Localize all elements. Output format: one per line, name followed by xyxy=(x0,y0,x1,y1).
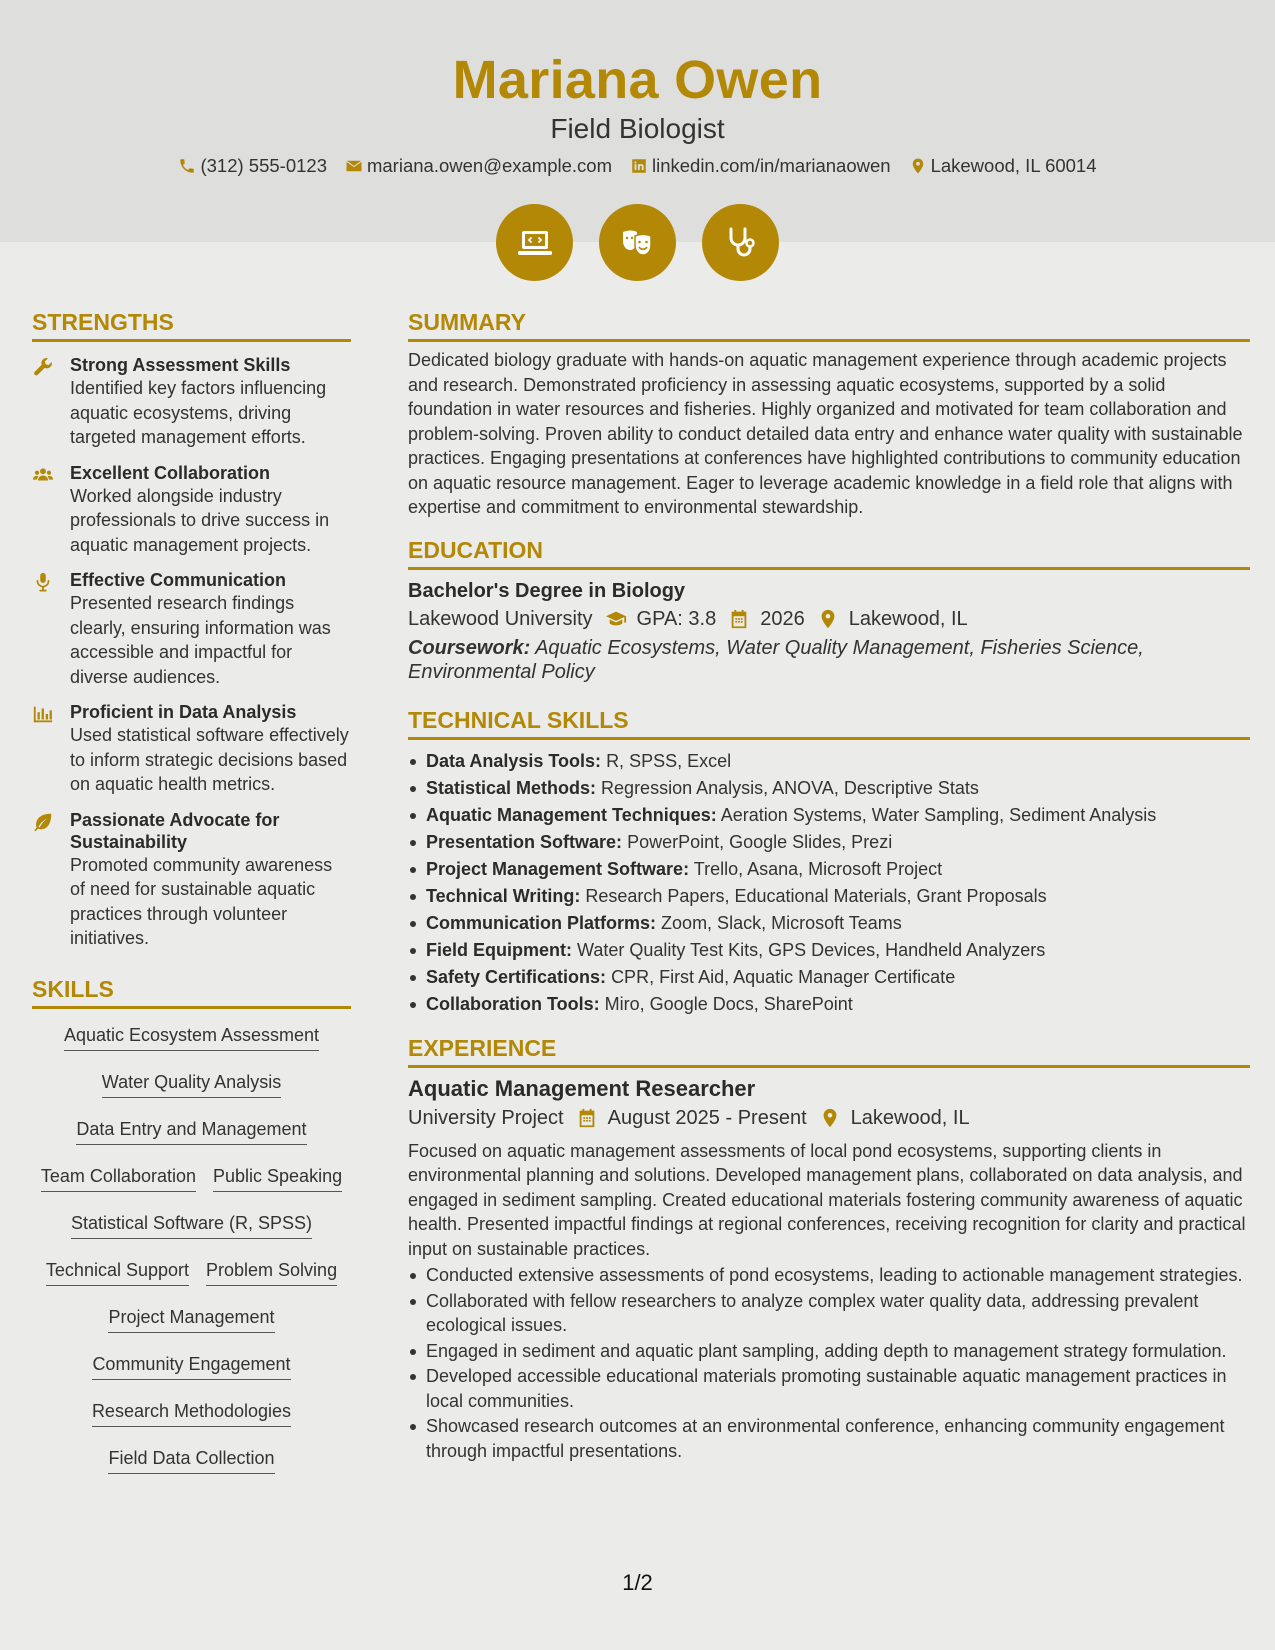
contact-email-text[interactable]: mariana.owen@example.com xyxy=(366,155,612,176)
contact-bar xyxy=(0,154,1275,178)
wrench-icon xyxy=(32,356,54,378)
list-item xyxy=(408,883,1250,910)
contact-phone-text: (312) 555-0123 xyxy=(200,155,327,176)
list-item xyxy=(408,856,1250,883)
tech-value: Aeration Systems, Water Sampling, Sediment Analysis xyxy=(720,804,1157,825)
technical-skills-list xyxy=(408,748,1250,1018)
school-location: Lakewood, IL xyxy=(848,607,968,630)
list-item xyxy=(408,964,1250,991)
tech-value: Trello, Asana, Microsoft Project xyxy=(693,858,943,879)
tech-label: Statistical Methods: xyxy=(426,777,597,798)
education-heading: EDUCATION xyxy=(408,536,1250,570)
badge-stethoscope xyxy=(702,204,779,281)
tech-value: CPR, First Aid, Aquatic Manager Certificate xyxy=(611,966,956,987)
skill-tag: Water Quality Analysis xyxy=(102,1068,281,1098)
strength-title: Passionate Advocate for Sustainability xyxy=(70,809,280,852)
candidate-name: Mariana Owen xyxy=(452,50,823,110)
skill-tag: Public Speaking xyxy=(213,1162,342,1192)
tech-label: Presentation Software: xyxy=(426,831,623,852)
education-meta xyxy=(408,604,1250,634)
list-item xyxy=(408,910,1250,937)
strength-item xyxy=(32,354,351,450)
tech-label: Communication Platforms: xyxy=(426,912,657,933)
strength-desc: Worked alongside industry professionals to drive success in aquatic management projects. xyxy=(70,485,330,555)
badge-theater-masks xyxy=(599,204,676,281)
tech-value: Miro, Google Docs, SharePoint xyxy=(604,993,853,1014)
skill-tag: Data Entry and Management xyxy=(76,1115,306,1145)
summary-text: Dedicated biology graduate with hands-on aquatic management experience through academic projects and research. Demonstrated proficiency in assessing aquatic ecosystems, supported by a solid foundation in water resources and fisheries. Highly organized and motivated for team collaboration and problem-solving. Proven ability to conduct detailed data entry and enhance water quality with sustainable practices. Engaging presentations at conferences have highlighted contributions to community education on aquatic resource management. Eager to leverage academic knowledge in a field role that aligns with expertise and commitment to environmental stewardship. xyxy=(408,350,1243,517)
experience-location: Lakewood, IL xyxy=(850,1106,970,1129)
users-icon xyxy=(32,464,54,486)
graduation-year: 2026 xyxy=(760,607,805,630)
experience-meta xyxy=(408,1103,1250,1133)
list-item: Collaborated with fellow researchers to analyze complex water quality data, addressing prevalent ecological issues. xyxy=(408,1289,1250,1338)
strength-desc: Identified key factors influencing aquatic ecosystems, driving targeted management efforts. xyxy=(70,378,327,447)
experience-bullets xyxy=(408,1263,1250,1463)
page-number: 1/2 xyxy=(622,1570,653,1595)
role-title: Aquatic Management Researcher xyxy=(408,1075,756,1101)
tech-label: Data Analysis Tools: xyxy=(426,750,602,771)
list-item xyxy=(408,748,1250,775)
list-item: Developed accessible educational materials promoting sustainable aquatic management practices in local communities. xyxy=(408,1364,1250,1413)
chart-bar-icon xyxy=(32,703,54,725)
left-column xyxy=(32,308,351,1491)
strength-title: Effective Communication xyxy=(70,570,287,590)
skill-tag: Problem Solving xyxy=(206,1256,337,1286)
contact-linkedin[interactable] xyxy=(630,154,891,178)
school-name: Lakewood University xyxy=(408,607,593,630)
skills-heading: SKILLS xyxy=(32,975,351,1009)
list-item xyxy=(408,937,1250,964)
tech-label: Technical Writing: xyxy=(426,885,581,906)
envelope-icon xyxy=(345,157,363,175)
tech-value: Regression Analysis, ANOVA, Descriptive Stats xyxy=(601,777,979,798)
tech-value: Research Papers, Educational Materials, Grant Proposals xyxy=(585,885,1047,906)
contact-location-text: Lakewood, IL 60014 xyxy=(930,155,1097,176)
graduation-cap-icon xyxy=(605,608,627,630)
tech-value: R, SPSS, Excel xyxy=(606,750,732,771)
tech-value: PowerPoint, Google Slides, Prezi xyxy=(627,831,893,852)
skill-tag: Field Data Collection xyxy=(108,1444,274,1474)
theater-masks-icon xyxy=(618,223,658,263)
strength-title: Strong Assessment Skills xyxy=(70,355,291,375)
list-item xyxy=(408,991,1250,1018)
summary-heading: SUMMARY xyxy=(408,308,1250,342)
calendar-icon xyxy=(576,1107,598,1129)
coursework xyxy=(408,636,1250,684)
strength-title: Proficient in Data Analysis xyxy=(70,702,297,722)
list-item: Engaged in sediment and aquatic plant sampling, adding depth to management strategy formulation. xyxy=(408,1339,1250,1364)
right-column xyxy=(408,308,1250,1464)
strength-item xyxy=(32,462,351,558)
strengths-list xyxy=(32,354,351,951)
strength-item xyxy=(32,701,351,797)
strength-title: Excellent Collaboration xyxy=(70,462,271,483)
contact-email[interactable] xyxy=(345,154,612,178)
tech-label: Field Equipment: xyxy=(426,939,572,960)
job-title: Field Biologist xyxy=(550,113,725,144)
strength-desc: Presented research findings clearly, ensuring information was accessible and impactful for diverse audiences. xyxy=(70,593,331,687)
contact-phone xyxy=(178,154,327,178)
coursework-list: Aquatic Ecosystems, Water Quality Management, Fisheries Science, Environmental Policy xyxy=(408,636,1144,683)
contact-location xyxy=(909,154,1097,178)
tech-label: Safety Certifications: xyxy=(426,966,607,987)
degree-title: Bachelor's Degree in Biology xyxy=(408,579,686,602)
strength-item xyxy=(32,569,351,689)
skill-tag: Statistical Software (R, SPSS) xyxy=(71,1209,312,1239)
badge-laptop-code xyxy=(496,204,573,281)
stethoscope-icon xyxy=(721,223,761,263)
list-item xyxy=(408,802,1250,829)
tech-value: Zoom, Slack, Microsoft Teams xyxy=(661,912,902,933)
experience-heading: EXPERIENCE xyxy=(408,1034,1250,1068)
map-marker-icon xyxy=(909,157,927,175)
map-marker-icon xyxy=(817,608,839,630)
list-item: Conducted extensive assessments of pond ecosystems, leading to actionable management strategies. xyxy=(408,1263,1250,1288)
skill-tag: Project Management xyxy=(108,1303,274,1333)
contact-linkedin-text[interactable]: linkedin.com/in/marianaowen xyxy=(651,155,891,176)
strength-desc: Used statistical software effectively to inform strategic decisions based on aquatic health metrics. xyxy=(70,725,349,794)
laptop-code-icon xyxy=(515,223,555,263)
list-item xyxy=(408,829,1250,856)
tech-value: Water Quality Test Kits, GPS Devices, Handheld Analyzers xyxy=(577,939,1046,960)
skill-tag: Community Engagement xyxy=(92,1350,290,1380)
leaf-icon xyxy=(32,811,54,833)
list-item: Showcased research outcomes at an environmental conference, enhancing community engagement through impactful presentations. xyxy=(408,1414,1250,1463)
skill-tag: Aquatic Ecosystem Assessment xyxy=(64,1021,319,1051)
resume-header xyxy=(0,48,1275,178)
experience-description: Focused on aquatic management assessments of local pond ecosystems, supporting clients in environmental planning and solutions. Developed management plans, collaborated on data analysis, and engaged in sediment sampling. Created educational materials fostering community awareness of aquatic health. Presented impactful findings at regional conferences, receiving recognition for clarity and practical input on sustainable practices. xyxy=(408,1140,1246,1259)
skill-tag: Technical Support xyxy=(46,1256,189,1286)
linkedin-icon xyxy=(630,157,648,175)
skill-tag: Research Methodologies xyxy=(92,1397,291,1427)
tech-label: Collaboration Tools: xyxy=(426,993,600,1014)
interest-badges xyxy=(0,204,1275,281)
gpa: GPA: 3.8 xyxy=(636,607,717,630)
calendar-icon xyxy=(728,608,750,630)
coursework-label: Coursework: xyxy=(408,636,531,659)
strength-item xyxy=(32,809,351,951)
skill-tag: Team Collaboration xyxy=(41,1162,196,1192)
technical-skills-heading: TECHNICAL SKILLS xyxy=(408,706,1250,740)
tech-label: Project Management Software: xyxy=(426,858,690,879)
tech-label: Aquatic Management Techniques: xyxy=(426,804,717,825)
list-item xyxy=(408,775,1250,802)
map-marker-icon xyxy=(819,1107,841,1129)
strengths-heading: STRENGTHS xyxy=(32,308,351,342)
organization: University Project xyxy=(408,1106,564,1129)
skills-list xyxy=(32,1021,351,1491)
experience-dates: August 2025 - Present xyxy=(607,1106,807,1129)
strength-desc: Promoted community awareness of need for sustainable aquatic practices through volunteer initiatives. xyxy=(70,854,333,948)
microphone-icon xyxy=(32,571,54,593)
phone-icon xyxy=(178,157,196,175)
